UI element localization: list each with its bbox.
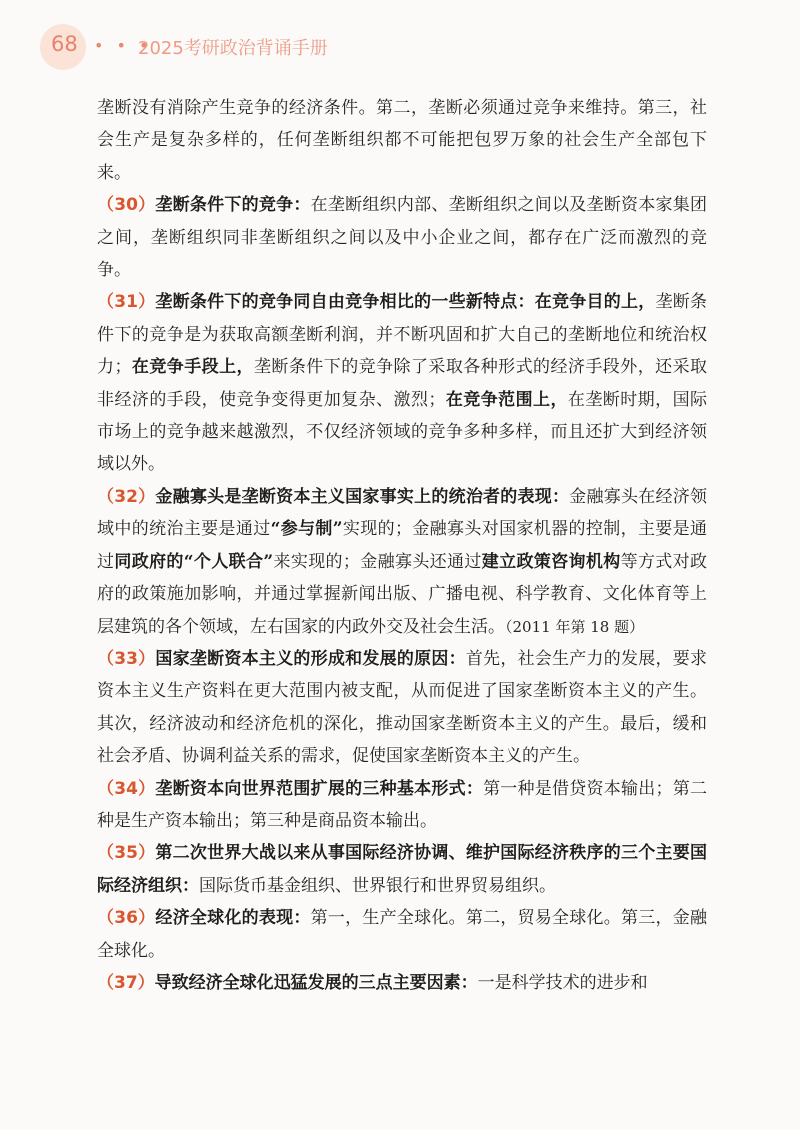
body-text: 实现的；金融寡头对国家机器的控制，主要是通过 xyxy=(97,519,708,572)
numbered-item xyxy=(97,967,707,999)
numbered-item xyxy=(97,837,707,902)
key-phrase: “参与制” xyxy=(270,519,343,540)
body-text: 来实现的；金融寡头还通过 xyxy=(273,551,482,572)
item-number: （36） xyxy=(97,908,156,929)
key-phrase: 导致经济全球化迅猛发展的三点主要因素： xyxy=(154,972,478,993)
numbered-item xyxy=(97,902,707,967)
key-phrase: 垄断条件下的竞争： xyxy=(155,195,311,216)
body-text: 首先，社会生产力的发展，要求资本主义生产资料在更大范围内被支配，从而促进了国家垄断资本主义的产生。其次，经济波动和经济危机的深化，推动国家垄断资本主义的产生。最后，缓和社会矛盾、协调利益关系的需求，促使国家垄断资本主义的产生。 xyxy=(97,648,708,767)
item-number: （32） xyxy=(97,486,156,507)
key-phrase: 第二次世界大战以来从事国际经济协调、维护国际经济秩序的三个主要国际经济组织： xyxy=(97,843,707,896)
body-text: 垄断条件下的竞争是为获取高额垄断利润，并不断巩固和扩大自己的垄断地位和统治权力； xyxy=(97,292,708,378)
continued-paragraph xyxy=(97,92,707,189)
numbered-item xyxy=(97,286,707,480)
exam-reference: （2011 年第 18 题） xyxy=(505,617,645,636)
page-number: 68 xyxy=(51,32,78,56)
key-phrase: 垄断条件下的竞争同自由竞争相比的一些新特点：在竞争目的上， xyxy=(155,292,656,313)
body-text: 垄断条件下的竞争除了采取各种形式的经济手段外，还采取非经济的手段，使竞争变得更加复杂、激烈； xyxy=(97,357,708,410)
key-phrase: 在竞争手段上， xyxy=(131,357,254,378)
body-text: 在垄断时期，国际市场上的竞争越来越激烈，不仅经济领域的竞争多种多样，而且还扩大到经济领域以外。 xyxy=(97,389,708,475)
header-dots: • • • xyxy=(94,36,153,55)
book-title: 2025考研政治背诵手册 xyxy=(138,38,328,59)
key-phrase: 建立政策咨询机构 xyxy=(481,551,621,572)
page-header xyxy=(0,18,800,78)
page-body xyxy=(97,92,707,999)
body-text: 在垄断组织内部、垄断组织之间以及垄断资本家集团之间，垄断组织同非垄断组织之间以及中小企业之间，都存在广泛而激烈的竞争。 xyxy=(97,195,708,281)
item-number: （31） xyxy=(97,292,156,313)
key-phrase: 金融寡头是垄断资本主义国家事实上的统治者的表现： xyxy=(155,486,570,507)
key-phrase: 国家垄断资本主义的形成和发展的原因： xyxy=(155,648,466,669)
body-text: 垄断没有消除产生竞争的经济条件。第二，垄断必须通过竞争来维持。第三，社会生产是复杂多样的，任何垄断组织都不可能把包罗万象的社会生产全部包下来。 xyxy=(97,98,707,183)
body-text: 第一，生产全球化。第二，贸易全球化。第三，金融全球化。 xyxy=(97,908,708,961)
numbered-item xyxy=(97,773,707,838)
key-phrase: 同政府的“个人联合” xyxy=(114,551,274,572)
item-number: （35） xyxy=(97,843,156,864)
key-phrase: 在竞争范围上， xyxy=(445,389,568,410)
key-phrase: 经济全球化的表现： xyxy=(155,908,311,929)
numbered-item xyxy=(97,481,707,643)
key-phrase: 垄断资本向世界范围扩展的三种基本形式： xyxy=(155,778,484,799)
item-number: （30） xyxy=(97,195,156,216)
body-text: 一是科学技术的进步和 xyxy=(477,972,648,993)
body-text: 国际货币基金组织、世界银行和世界贸易组织。 xyxy=(199,875,556,896)
item-number: （34） xyxy=(97,778,156,799)
numbered-item xyxy=(97,643,707,773)
numbered-item xyxy=(97,189,707,286)
item-number: （37） xyxy=(97,972,155,993)
item-number: （33） xyxy=(97,648,156,669)
body-text: 第一种是借贷资本输出；第二种是生产资本输出；第三种是商品资本输出。 xyxy=(97,778,708,831)
body-text: 金融寡头在经济领域中的统治主要是通过 xyxy=(97,486,708,540)
body-text: 等方式对政府的政策施加影响，并通过掌握新闻出版、广播电视、科学教育、文化体育等上层建筑的各个领域，左右国家的内政外交及社会生活。 xyxy=(97,551,708,637)
